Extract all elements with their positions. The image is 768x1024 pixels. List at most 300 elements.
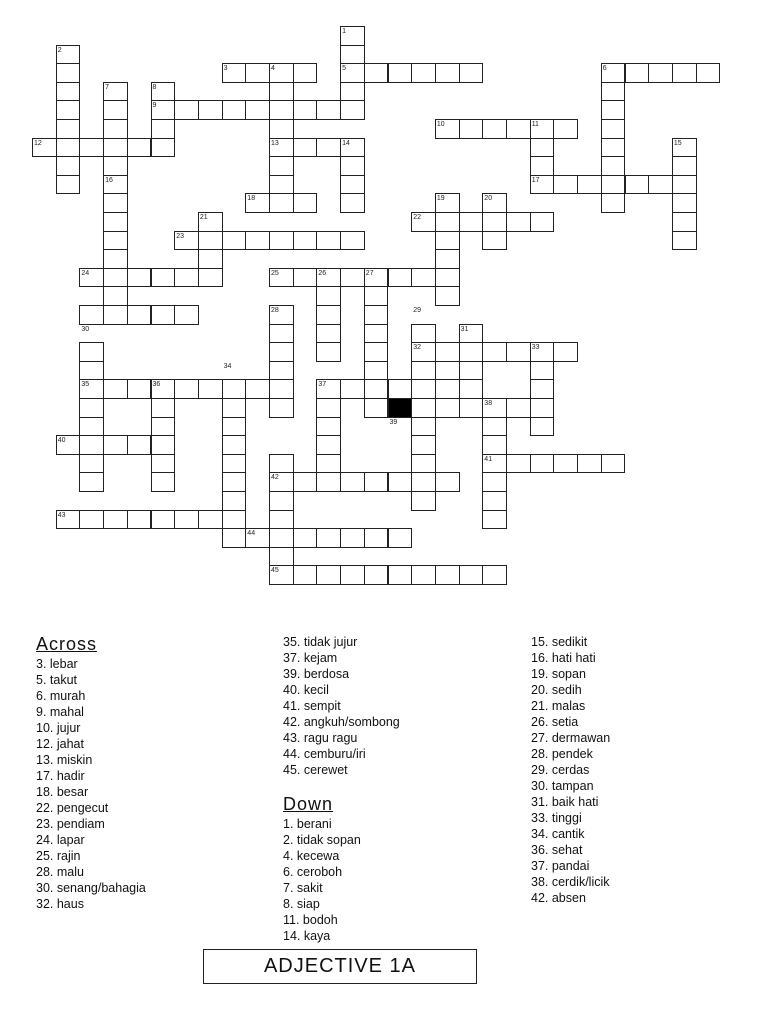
grid-cell[interactable] [411,454,436,474]
across-clue: 17. hadir [36,769,85,783]
grid-cell[interactable] [222,100,247,120]
grid-cell[interactable] [127,379,152,399]
grid-cell[interactable] [388,528,413,548]
down-clue: 33. tinggi [531,811,582,825]
grid-cell[interactable] [388,472,413,492]
grid-cell[interactable] [56,119,81,139]
clue-number: 38 [484,400,493,407]
clue-number: 45 [271,567,279,575]
down-clue: 16. hati hati [531,651,596,665]
down-clue: 4. kecewa [283,849,340,863]
grid-cell[interactable] [625,63,650,83]
grid-cell[interactable] [411,361,436,381]
across-clue: 5. takut [36,673,77,687]
grid-cell[interactable] [316,305,341,325]
grid-cell[interactable] [696,63,721,83]
grid-cell[interactable] [530,379,555,399]
grid-cell[interactable] [340,45,365,65]
grid-cell[interactable] [506,454,531,474]
grid-cell[interactable] [316,138,341,158]
clue-number: 33 [531,344,540,352]
across-clue: 41. sempit [283,699,341,713]
grid-cell[interactable] [340,565,365,585]
grid-cell[interactable] [459,398,484,418]
clue-number: 10 [436,121,445,128]
across-clue: 6. murah [36,689,86,703]
grid-cell[interactable] [79,342,104,362]
across-clue: 43. ragu ragu [283,731,358,745]
down-heading: Down [283,794,334,814]
grid-cell[interactable] [482,565,507,585]
grid-cell[interactable] [174,268,199,288]
grid-cell[interactable] [553,119,578,139]
grid-cell[interactable] [340,82,365,102]
grid-cell[interactable] [316,435,341,455]
grid-cell[interactable] [198,379,223,399]
down-clues-continued [531,634,610,906]
grid-cell[interactable] [269,454,294,474]
across-clue: 35. tidak jujur [283,635,358,649]
grid-cell[interactable] [340,379,365,399]
grid-cell[interactable] [364,63,389,83]
grid-cell[interactable] [364,528,389,548]
grid-cell[interactable] [459,212,484,232]
grid-cell[interactable] [79,435,104,455]
down-clue: 36. sehat [531,843,583,857]
down-clue: 28. pendek [531,747,593,761]
across-clue: 44. cemburu/iri [283,747,366,761]
grid-cell[interactable] [553,454,578,474]
down-clue: 2. tidak sopan [283,833,361,847]
grid-cell[interactable] [364,286,389,306]
clue-number: 34 [223,362,232,370]
grid-cell[interactable] [530,398,555,418]
clue-number: 43 [57,511,66,519]
grid-cell[interactable] [269,156,294,176]
clue-number: 27 [365,269,374,277]
grid-cell[interactable] [151,435,176,455]
clue-number: 24 [81,269,90,277]
down-clue: 34. cantik [531,827,585,841]
clue-number: 18 [247,195,256,203]
grid-cell[interactable] [601,100,626,120]
grid-cell[interactable] [601,119,626,139]
grid-cell[interactable] [222,417,247,437]
grid-cell[interactable] [459,361,484,381]
grid-cell[interactable] [151,454,176,474]
grid-cell[interactable] [151,398,176,418]
grid-cell[interactable] [459,342,484,362]
grid-cell[interactable] [151,119,176,139]
grid-cell[interactable] [553,175,578,195]
grid-cell[interactable] [56,175,81,195]
grid-cell[interactable] [388,565,413,585]
grid-cell[interactable] [364,565,389,585]
clue-number: 2 [57,46,62,54]
grid-cell[interactable] [103,231,128,251]
grid-cell[interactable] [340,528,365,548]
grid-cell[interactable] [269,491,294,511]
grid-cell[interactable] [435,212,460,232]
grid-cell[interactable] [364,472,389,492]
grid-cell[interactable] [198,100,223,120]
grid-cell[interactable] [672,63,697,83]
grid-cell[interactable] [222,472,247,492]
clue-number: 44 [247,530,256,538]
across-clue: 9. mahal [36,705,84,719]
grid-cell[interactable] [103,138,128,158]
grid-cell[interactable] [245,231,270,251]
grid-cell[interactable] [269,82,294,102]
grid-cell[interactable] [174,510,199,530]
grid-cell[interactable] [103,286,128,306]
grid-cell[interactable] [625,175,650,195]
grid-cell[interactable] [316,472,341,492]
grid-cell[interactable] [245,379,270,399]
grid-cell[interactable] [411,491,436,511]
grid-cell[interactable] [553,342,578,362]
grid-cell[interactable] [601,175,626,195]
grid-cell[interactable] [482,435,507,455]
across-clue: 40. kecil [283,683,329,697]
down-clue: 11. bodoh [283,913,338,927]
clue-number: 9 [152,102,157,110]
grid-cell[interactable] [79,305,104,325]
grid-cell[interactable] [340,231,365,251]
grid-cell[interactable] [103,249,128,269]
grid-cell[interactable] [151,472,176,492]
grid-cell[interactable] [79,472,104,492]
clue-number: 13 [271,139,279,147]
grid-cell[interactable] [530,212,555,232]
grid-cell[interactable] [293,63,318,83]
grid-cell[interactable] [530,156,555,176]
clue-number: 4 [271,65,275,73]
down-clue: 29. cerdas [531,763,590,777]
grid-cell[interactable] [672,193,697,213]
grid-cell[interactable] [601,156,626,176]
grid-cell[interactable] [269,398,294,418]
grid-cell[interactable] [411,379,436,399]
grid-cell[interactable] [459,119,484,139]
grid-cell[interactable] [103,100,128,120]
grid-cell[interactable] [364,342,389,362]
clue-number: 16 [105,176,113,184]
grid-cell[interactable] [103,268,128,288]
grid-cell[interactable] [103,305,128,325]
grid-cell[interactable] [56,82,81,102]
grid-cell[interactable] [316,565,341,585]
grid-cell[interactable] [340,193,365,213]
grid-cell[interactable] [459,379,484,399]
grid-cell[interactable] [151,305,176,325]
grid-cell[interactable] [269,119,294,139]
grid-cell[interactable] [269,100,294,120]
across-clue: 37. kejam [283,651,338,665]
clue-number: 35 [81,381,90,389]
grid-cell[interactable] [316,417,341,437]
clue-number: 1 [342,28,346,35]
down-clue: 15. sedikit [531,635,588,649]
grid-cell[interactable] [435,63,460,83]
grid-cell[interactable] [56,100,81,120]
clue-number: 25 [271,269,279,277]
grid-cell[interactable] [198,249,223,269]
grid-cell[interactable] [601,193,626,213]
grid-cell[interactable] [79,510,104,530]
grid-cell[interactable] [577,175,602,195]
grid-cell[interactable] [530,138,555,158]
across-clue: 3. lebar [36,657,78,671]
grid-cell[interactable] [459,565,484,585]
grid-cell[interactable] [435,342,460,362]
grid-cell[interactable] [174,100,199,120]
grid-cell[interactable] [269,361,294,381]
grid-cell[interactable] [269,324,294,344]
grid-cell[interactable] [293,472,318,492]
across-clue: 18. besar [36,785,89,799]
puzzle-title: ADJECTIVE 1A [203,949,477,984]
clue-number: 21 [199,214,208,221]
clue-number: 29 [413,307,421,314]
clue-number: 17 [531,176,540,184]
down-clue: 37. pandai [531,859,590,873]
grid-cell[interactable] [269,175,294,195]
grid-cell[interactable] [482,491,507,511]
grid-cell[interactable] [530,361,555,381]
grid-cell[interactable] [482,472,507,492]
grid-cell[interactable] [269,510,294,530]
grid-cell[interactable] [56,63,81,83]
grid-cell[interactable] [364,361,389,381]
grid-cell[interactable] [316,454,341,474]
grid-cell[interactable] [269,379,294,399]
grid-cell[interactable] [601,454,626,474]
grid-cell[interactable] [340,268,365,288]
grid-cell[interactable] [151,417,176,437]
grid-cell[interactable] [79,398,104,418]
down-clue: 27. dermawan [531,731,611,745]
across-clue: 13. miskin [36,753,93,767]
clue-number: 20 [484,195,493,203]
grid-cell[interactable] [411,268,436,288]
grid-cell[interactable] [174,379,199,399]
across-clue: 12. jahat [36,737,84,751]
down-clue: 20. sedih [531,683,582,697]
grid-cell[interactable] [411,398,436,418]
grid-cell[interactable] [103,510,128,530]
grid-cell[interactable] [316,398,341,418]
grid-cell[interactable] [293,268,318,288]
grid-cell[interactable] [245,63,270,83]
grid-cell[interactable] [411,417,436,437]
grid-cell[interactable] [482,417,507,437]
grid-cell[interactable] [198,268,223,288]
grid-cell[interactable] [364,379,389,399]
grid-cell[interactable] [672,156,697,176]
grid-cell[interactable] [364,398,389,418]
clue-number: 37 [318,381,327,389]
grid-cell[interactable] [269,193,294,213]
clue-number: 8 [152,83,157,91]
grid-cell[interactable] [174,305,199,325]
grid-cell[interactable] [388,268,413,288]
grid-cell[interactable] [648,175,673,195]
down-clue: 31. baik hati [531,795,599,809]
grid-cell[interactable] [340,472,365,492]
grid-cell[interactable] [127,510,152,530]
grid-cell[interactable] [316,528,341,548]
across-clue: 10. jujur [36,721,81,735]
down-clue: 6. ceroboh [283,865,343,879]
grid-cell[interactable] [103,379,128,399]
clue-number: 28 [271,307,279,314]
grid-cell[interactable] [316,286,341,306]
grid-cell[interactable] [435,398,460,418]
grid-cell[interactable] [293,100,318,120]
clue-number: 26 [318,269,327,277]
clue-number: 31 [460,325,469,333]
clue-number: 15 [673,139,682,147]
grid-cell[interactable] [530,454,555,474]
grid-cell[interactable] [151,268,176,288]
grid-cell[interactable] [316,324,341,344]
grid-cell[interactable] [672,212,697,232]
grid-cell[interactable] [435,565,460,585]
grid-cell[interactable] [482,212,507,232]
grid-cell[interactable] [411,324,436,344]
down-clue: 1. berani [283,817,332,831]
grid-cell[interactable] [293,565,318,585]
grid-cell[interactable] [103,212,128,232]
across-clue: 28. malu [36,865,84,879]
grid-cell[interactable] [435,379,460,399]
grid-cell[interactable] [482,342,507,362]
grid-cell[interactable] [601,138,626,158]
grid-cell[interactable] [316,342,341,362]
grid-cell[interactable] [127,305,152,325]
grid-cell[interactable] [269,342,294,362]
grid-cell[interactable] [340,156,365,176]
down-clues [283,794,361,944]
down-clue: 21. malas [531,699,586,713]
across-clues [36,634,146,912]
across-clue: 42. angkuh/sombong [283,715,400,729]
grid-cell[interactable] [103,156,128,176]
clue-number: 7 [105,83,109,91]
grid-cell[interactable] [482,119,507,139]
grid-cell[interactable] [198,510,223,530]
grid-cell[interactable] [103,435,128,455]
grid-cell[interactable] [411,565,436,585]
grid-cell[interactable] [601,82,626,102]
grid-cell[interactable] [435,231,460,251]
clue-number: 42 [271,474,279,482]
grid-cell[interactable] [648,63,673,83]
grid-cell[interactable] [269,528,294,548]
grid-cell[interactable] [388,63,413,83]
grid-cell[interactable] [672,175,697,195]
grid-cell[interactable] [103,193,128,213]
grid-cell[interactable] [340,100,365,120]
grid-cell[interactable] [411,472,436,492]
grid-cell[interactable] [435,249,460,269]
grid-cell[interactable] [293,231,318,251]
across-clues-continued [283,634,400,778]
grid-cell[interactable] [198,231,223,251]
grid-cell[interactable] [506,342,531,362]
blocked-cell [388,398,413,418]
grid-cell[interactable] [222,454,247,474]
grid-cell[interactable] [79,454,104,474]
grid-cell[interactable] [269,231,294,251]
grid-cell[interactable] [79,361,104,381]
grid-cell[interactable] [222,231,247,251]
grid-cell[interactable] [316,231,341,251]
grid-cell[interactable] [459,63,484,83]
clue-number: 22 [413,214,421,221]
grid-cell[interactable] [127,435,152,455]
down-clue: 26. setia [531,715,579,729]
clue-number: 36 [152,381,161,389]
grid-cell[interactable] [293,138,318,158]
down-clue: 19. sopan [531,667,586,681]
grid-cell[interactable] [269,547,294,567]
grid-cell[interactable] [222,491,247,511]
grid-cell[interactable] [577,454,602,474]
grid-cell[interactable] [222,510,247,530]
grid-cell[interactable] [79,417,104,437]
grid-cell[interactable] [411,63,436,83]
grid-cell[interactable] [222,435,247,455]
grid-cell[interactable] [293,193,318,213]
grid-cell[interactable] [411,435,436,455]
grid-cell[interactable] [56,156,81,176]
grid-cell[interactable] [364,324,389,344]
grid-cell[interactable] [293,528,318,548]
grid-cell[interactable] [435,286,460,306]
grid-cell[interactable] [530,417,555,437]
grid-cell[interactable] [222,379,247,399]
across-clue: 23. pendiam [36,817,105,831]
across-clue: 45. cerewet [283,763,348,777]
grid-cell[interactable] [506,398,531,418]
across-clue: 39. berdosa [283,667,350,681]
grid-cell[interactable] [364,305,389,325]
grid-cell[interactable] [340,175,365,195]
grid-cell[interactable] [672,231,697,251]
grid-cell[interactable] [388,379,413,399]
grid-cell[interactable] [127,138,152,158]
grid-cell[interactable] [506,212,531,232]
grid-cell[interactable] [151,510,176,530]
grid-cell[interactable] [245,100,270,120]
grid-cell[interactable] [79,138,104,158]
grid-cell[interactable] [222,528,247,548]
grid-cell[interactable] [482,231,507,251]
grid-cell[interactable] [56,138,81,158]
grid-cell[interactable] [435,472,460,492]
grid-cell[interactable] [127,268,152,288]
grid-cell[interactable] [222,398,247,418]
grid-cell[interactable] [151,138,176,158]
grid-cell[interactable] [482,510,507,530]
across-clue: 24. lapar [36,833,85,847]
grid-cell[interactable] [316,100,341,120]
grid-cell[interactable] [103,119,128,139]
grid-cell[interactable] [435,268,460,288]
grid-cell[interactable] [506,119,531,139]
